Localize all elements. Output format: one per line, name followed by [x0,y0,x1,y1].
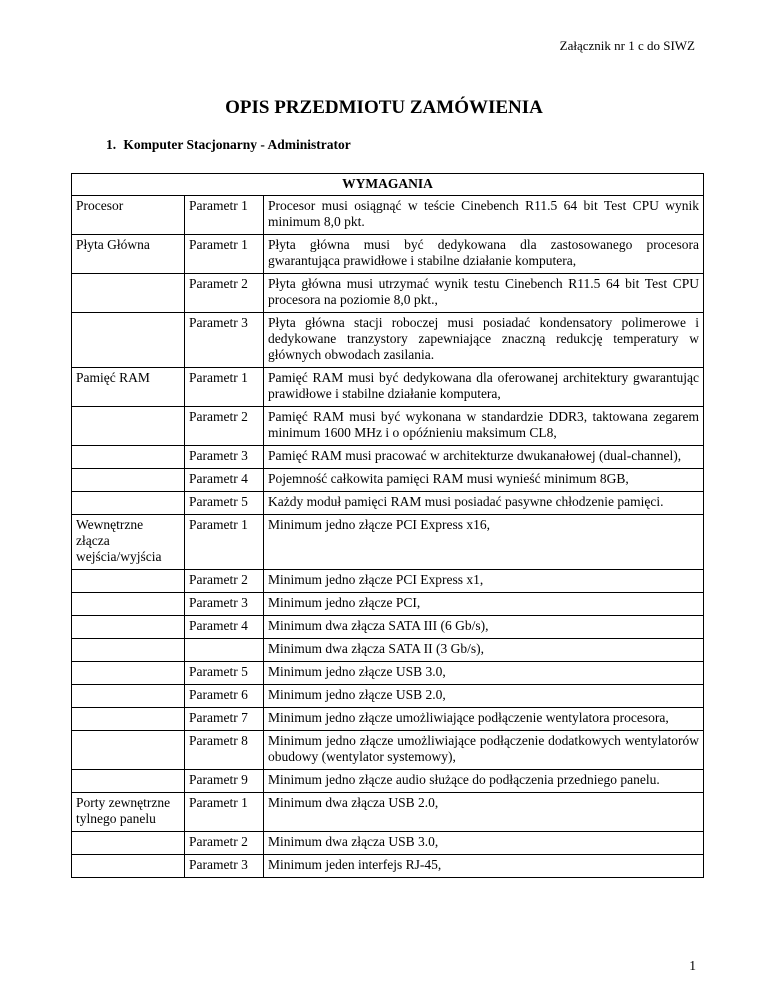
description-cell: Minimum jedno złącze PCI Express x16, [264,515,704,570]
parameter-cell: Parametr 4 [185,616,264,639]
table-row [72,793,704,832]
parameter-cell: Parametr 9 [185,770,264,793]
description-cell: Minimum dwa złącza USB 2.0, [264,793,704,832]
section-number: 1. [106,137,117,152]
parameter-cell: Parametr 1 [185,515,264,570]
description-cell: Minimum jedno złącze audio służące do podłączenia przedniego panelu. [264,770,704,793]
parameter-cell: Parametr 3 [185,313,264,368]
parameter-cell: Parametr 3 [185,446,264,469]
description-cell: Minimum jedno złącze USB 3.0, [264,662,704,685]
table-row [72,708,704,731]
category-cell [72,492,185,515]
category-cell [72,274,185,313]
description-cell: Pamięć RAM musi być dedykowana dla oferowanej architektury gwarantując prawidłowe i stabilne działanie komputera, [264,368,704,407]
table-row [72,274,704,313]
category-cell [72,855,185,878]
table-row [72,235,704,274]
description-cell: Minimum dwa złącza USB 3.0, [264,832,704,855]
description-cell: Minimum jedno złącze PCI Express x1, [264,570,704,593]
table-row [72,662,704,685]
table-row [72,515,704,570]
description-cell: Płyta główna musi utrzymać wynik testu Cinebench R11.5 64 bit Test CPU procesora na poziomie 8,0 pkt., [264,274,704,313]
table-row [72,570,704,593]
parameter-cell: Parametr 2 [185,570,264,593]
table-row [72,196,704,235]
description-cell: Każdy moduł pamięci RAM musi posiadać pasywne chłodzenie pamięci. [264,492,704,515]
parameter-cell: Parametr 3 [185,855,264,878]
table-row [72,770,704,793]
description-cell: Minimum jedno złącze umożliwiające podłączenie wentylatora procesora, [264,708,704,731]
table-row [72,685,704,708]
category-cell: Pamięć RAM [72,368,185,407]
requirements-table [71,173,704,878]
requirements-body [72,196,704,878]
category-cell [72,407,185,446]
table-row [72,639,704,662]
description-cell: Pojemność całkowita pamięci RAM musi wynieść minimum 8GB, [264,469,704,492]
parameter-cell: Parametr 1 [185,235,264,274]
table-row [72,616,704,639]
description-cell: Pamięć RAM musi być wykonana w standardzie DDR3, taktowana zegarem minimum 1600 MHz i o opóźnieniu maksimum CL8, [264,407,704,446]
category-cell [72,662,185,685]
description-cell: Minimum jeden interfejs RJ-45, [264,855,704,878]
category-cell [72,616,185,639]
description-cell: Procesor musi osiągnąć w teście Cinebench R11.5 64 bit Test CPU wynik minimum 8,0 pkt. [264,196,704,235]
parameter-cell: Parametr 7 [185,708,264,731]
table-row [72,407,704,446]
description-cell: Minimum jedno złącze umożliwiające podłączenie dodatkowych wentylatorów obudowy (wentylator systemowy), [264,731,704,770]
category-cell [72,570,185,593]
description-cell: Minimum dwa złącza SATA II (3 Gb/s), [264,639,704,662]
category-cell [72,593,185,616]
description-cell: Płyta główna stacji roboczej musi posiadać kondensatory polimerowe i dedykowane tranzystory zapewniające znaczną redukcję temperatury w głównych obwodach zasilania. [264,313,704,368]
table-row [72,832,704,855]
section-heading [106,137,351,153]
parameter-cell: Parametr 8 [185,731,264,770]
table-row [72,492,704,515]
parameter-cell: Parametr 2 [185,832,264,855]
parameter-cell: Parametr 4 [185,469,264,492]
table-row [72,469,704,492]
parameter-cell: Parametr 5 [185,492,264,515]
page-number: 1 [689,958,696,973]
parameter-cell: Parametr 6 [185,685,264,708]
description-cell: Minimum dwa złącza SATA III (6 Gb/s), [264,616,704,639]
parameter-cell: Parametr 3 [185,593,264,616]
category-cell [72,446,185,469]
category-cell: Płyta Główna [72,235,185,274]
category-cell [72,832,185,855]
attachment-note: Załącznik nr 1 c do SIWZ [559,38,695,53]
category-cell [72,469,185,492]
category-cell [72,708,185,731]
category-cell: Procesor [72,196,185,235]
category-cell: Porty zewnętrzne tylnego panelu [72,793,185,832]
table-row [72,731,704,770]
category-cell [72,639,185,662]
parameter-cell [185,639,264,662]
description-cell: Minimum jedno złącze PCI, [264,593,704,616]
table-header: WYMAGANIA [72,174,704,196]
parameter-cell: Parametr 1 [185,196,264,235]
parameter-cell: Parametr 1 [185,368,264,407]
table-row [72,593,704,616]
description-cell: Pamięć RAM musi pracować w architekturze dwukanałowej (dual-channel), [264,446,704,469]
parameter-cell: Parametr 2 [185,274,264,313]
category-cell [72,770,185,793]
category-cell [72,731,185,770]
category-cell: Wewnętrzne złącza wejścia/wyjścia [72,515,185,570]
parameter-cell: Parametr 2 [185,407,264,446]
category-cell [72,313,185,368]
description-cell: Płyta główna musi być dedykowana dla zastosowanego procesora gwarantująca prawidłowe i stabilne działanie komputera, [264,235,704,274]
table-row [72,368,704,407]
description-cell: Minimum jedno złącze USB 2.0, [264,685,704,708]
parameter-cell: Parametr 5 [185,662,264,685]
section-title: Komputer Stacjonarny - Administrator [123,137,351,152]
table-row [72,313,704,368]
category-cell [72,685,185,708]
table-row [72,855,704,878]
document-title: OPIS PRZEDMIOTU ZAMÓWIENIA [225,97,543,118]
parameter-cell: Parametr 1 [185,793,264,832]
table-row [72,446,704,469]
